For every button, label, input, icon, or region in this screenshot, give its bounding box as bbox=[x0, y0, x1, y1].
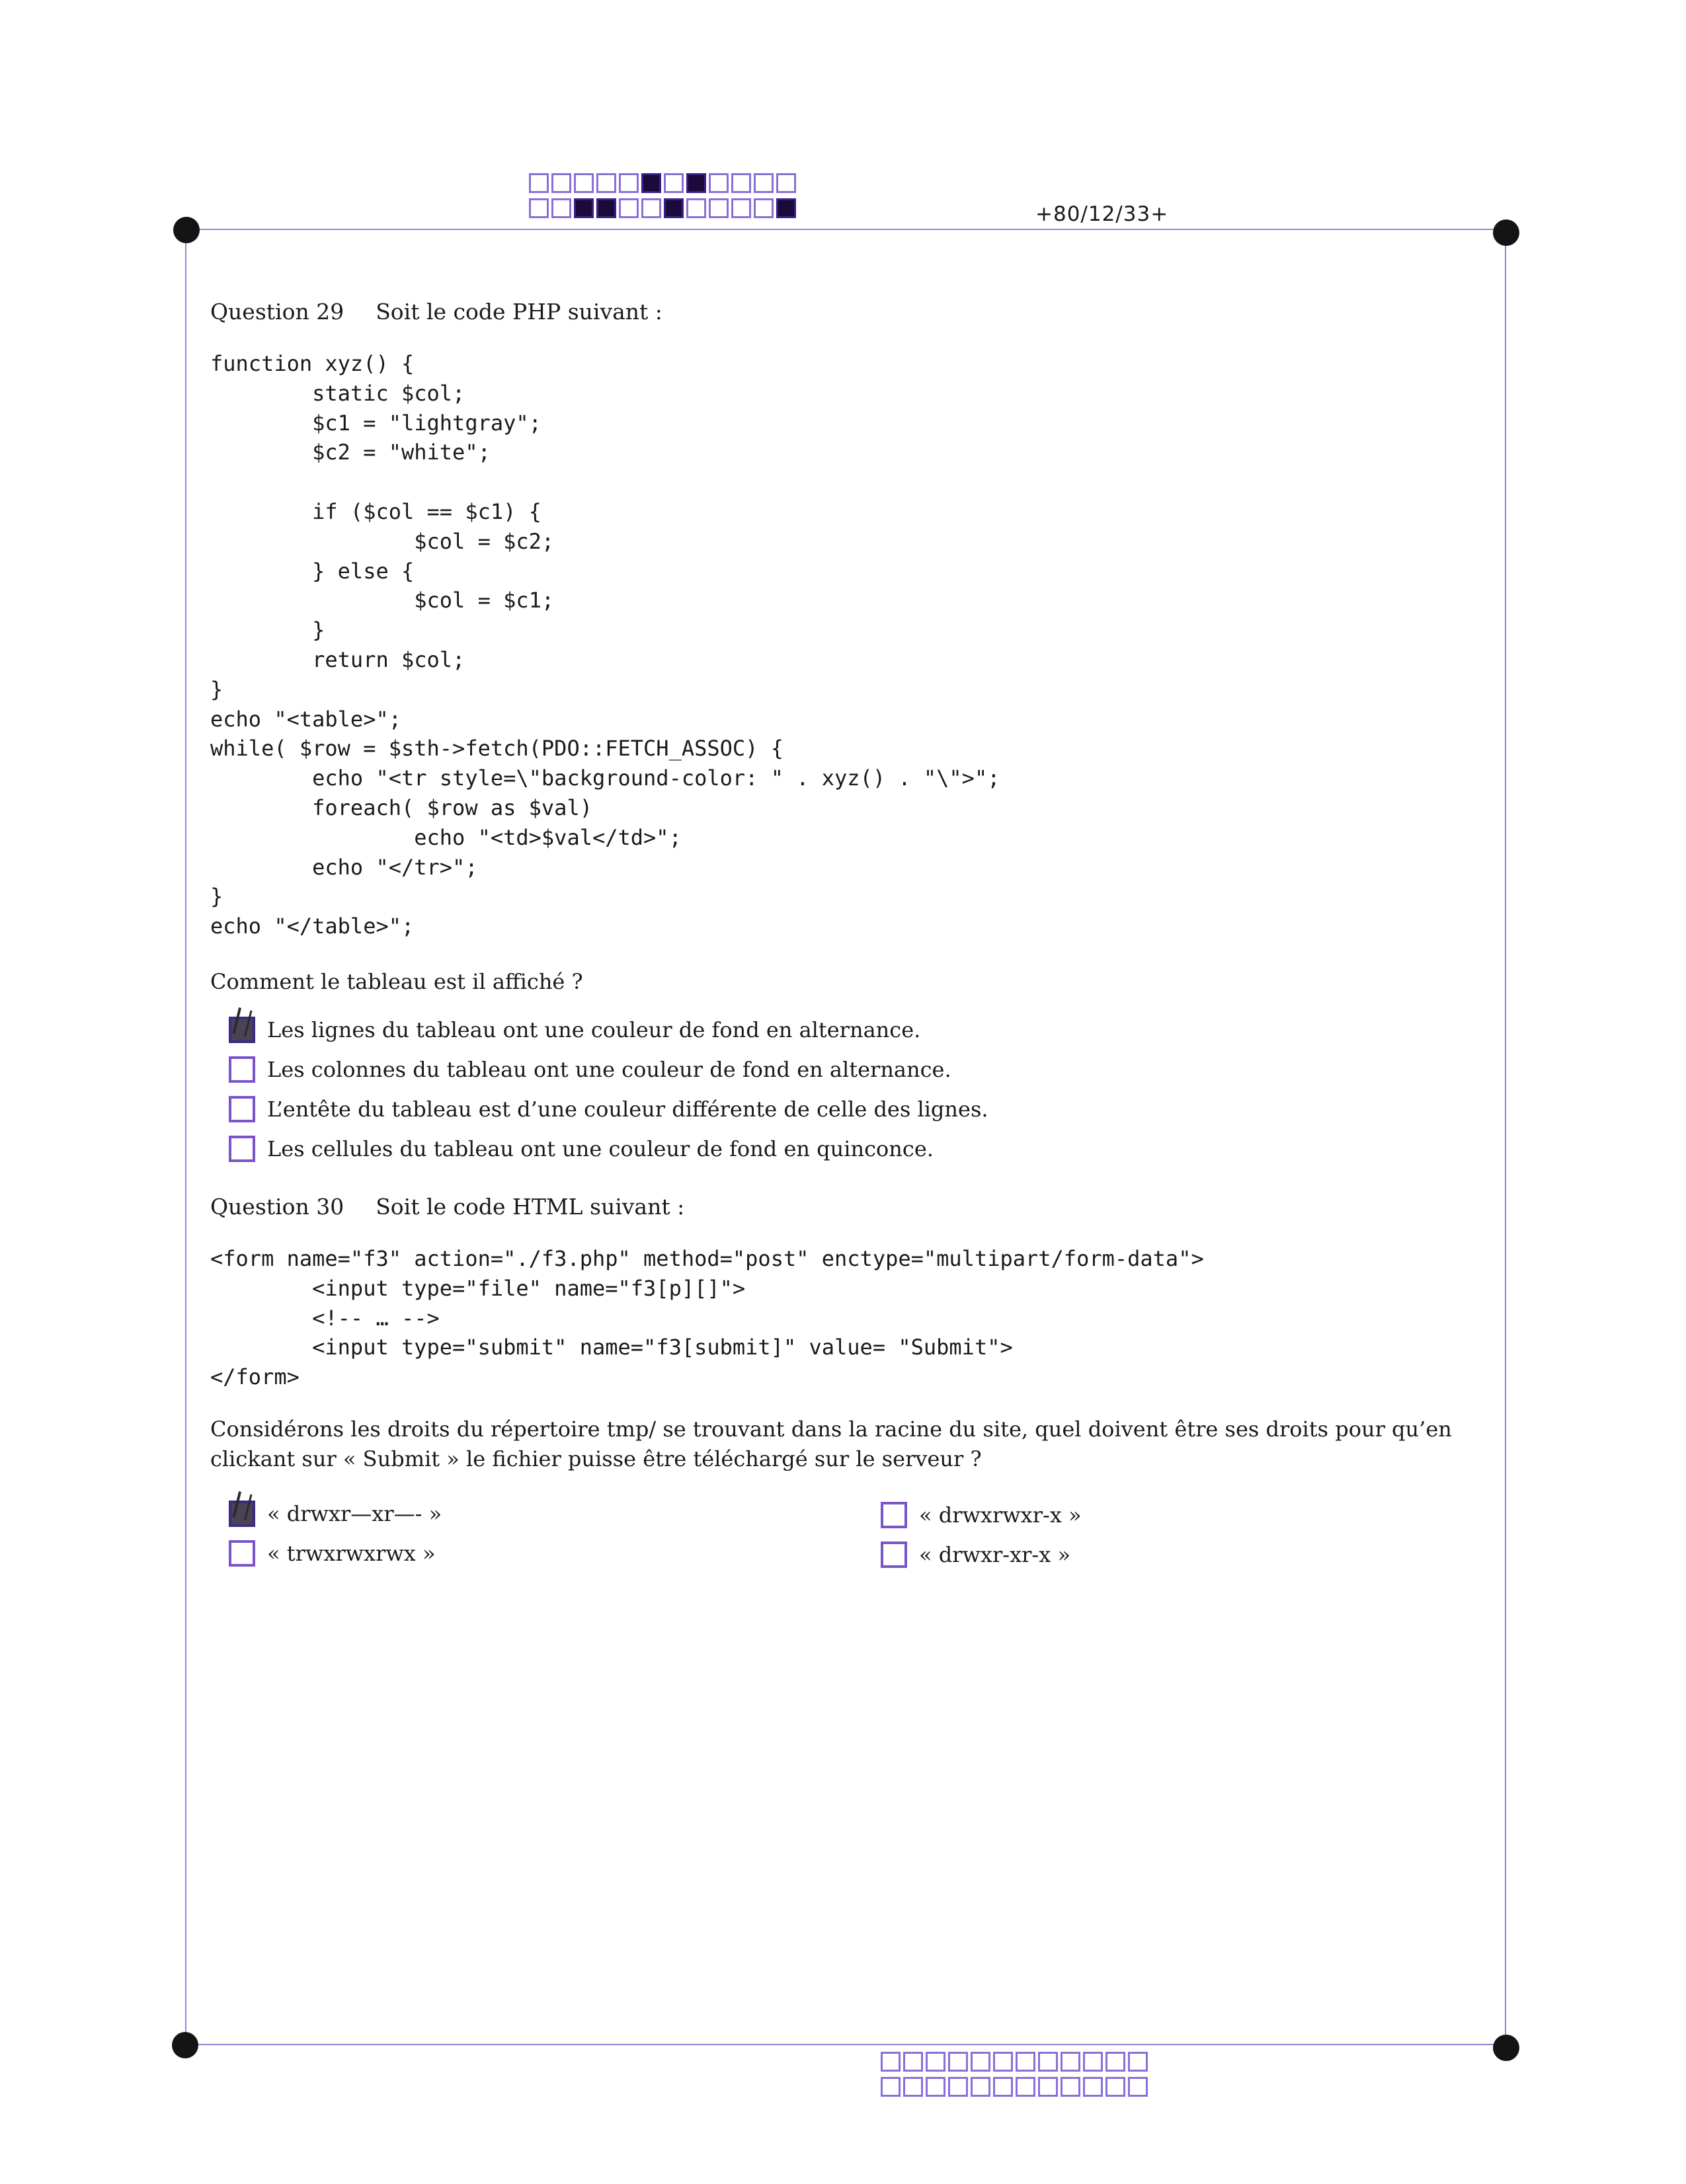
q29-answer-1-checkbox[interactable] bbox=[229, 1017, 255, 1043]
code-cell bbox=[731, 198, 751, 218]
code-cell bbox=[1038, 2077, 1058, 2097]
corner-mark-bottom-right bbox=[1493, 2035, 1519, 2061]
code-row bbox=[529, 198, 796, 218]
corner-mark-top-left bbox=[173, 217, 200, 243]
q29-answer-3[interactable] bbox=[229, 1096, 988, 1122]
question-30-header bbox=[210, 1194, 684, 1220]
question-29-intro: Soit le code PHP suivant : bbox=[376, 299, 662, 325]
code-row bbox=[881, 2077, 1148, 2097]
q30-answer-1[interactable] bbox=[229, 1501, 442, 1527]
q30-answer-4[interactable] bbox=[881, 1541, 1070, 1568]
question-29-code: function xyz() { static $col; $c1 = "lightgray"; $c2 = "white"; if ($col == $c1) { $col = $c2; } else { $col = $c1; } return $col; } echo "<table>"; while( $row = $sth->fetch(PDO::FETCH_ASSOC) { echo "<tr style=\"background-color: " . xyz() . "\">"; foreach( $row as $val) echo "<td>$val</td>"; echo "</tr>"; } echo "</table>"; bbox=[210, 351, 1000, 939]
code-cell bbox=[1061, 2052, 1080, 2072]
code-cell bbox=[903, 2052, 923, 2072]
code-cell bbox=[686, 198, 706, 218]
q30-answer-4-checkbox[interactable] bbox=[881, 1541, 907, 1568]
question-30-number: Question 30 bbox=[210, 1194, 344, 1220]
q29-answer-2-text: Les colonnes du tableau ont une couleur de fond en alternance. bbox=[267, 1057, 951, 1082]
code-cell bbox=[1105, 2077, 1125, 2097]
corner-mark-top-right bbox=[1493, 219, 1519, 246]
code-cell bbox=[993, 2052, 1013, 2072]
question-30-intro: Soit le code HTML suivant : bbox=[376, 1194, 685, 1220]
page-id: +80/12/33+ bbox=[1035, 202, 1169, 226]
question-30-prompt: Considérons les droits du répertoire tmp/ se trouvant dans la racine du site, quel doivent être ses droits pour qu’en clickant sur « Submit » le fichier puisse être téléchargé sur le serveur ? bbox=[210, 1417, 1452, 1471]
code-cell bbox=[948, 2077, 968, 2097]
code-cell bbox=[1083, 2077, 1103, 2097]
bottom-code-boxes bbox=[881, 2052, 1148, 2097]
code-cell bbox=[551, 198, 571, 218]
code-cell bbox=[686, 173, 706, 193]
code-cell bbox=[926, 2077, 945, 2097]
code-cell bbox=[664, 173, 684, 193]
question-29-prompt: Comment le tableau est il affiché ? bbox=[210, 969, 583, 994]
code-cell bbox=[529, 173, 549, 193]
code-cell bbox=[731, 173, 751, 193]
q29-answer-2-checkbox[interactable] bbox=[229, 1056, 255, 1083]
q29-answer-4-text: Les cellules du tableau ont une couleur de fond en quinconce. bbox=[267, 1136, 934, 1161]
question-30-code: <form name="f3" action="./f3.php" method="post" enctype="multipart/form-data"> <input type="file" name="f3[p][]"> <!-- … --> <input type="submit" name="f3[submit]" value= "Submit"> </form> bbox=[210, 1246, 1204, 1390]
q30-answer-3-checkbox[interactable] bbox=[229, 1540, 255, 1567]
q30-answer-2[interactable] bbox=[881, 1502, 1082, 1528]
q29-answer-1-text: Les lignes du tableau ont une couleur de fond en alternance. bbox=[267, 1017, 921, 1042]
code-cell bbox=[926, 2052, 945, 2072]
code-cell bbox=[754, 173, 774, 193]
code-cell bbox=[1016, 2077, 1035, 2097]
code-cell bbox=[551, 173, 571, 193]
q29-answer-2[interactable] bbox=[229, 1056, 951, 1083]
code-cell bbox=[993, 2077, 1013, 2097]
code-cell bbox=[596, 198, 616, 218]
code-cell bbox=[971, 2077, 990, 2097]
code-cell bbox=[619, 173, 639, 193]
code-cell bbox=[776, 173, 796, 193]
code-cell bbox=[948, 2052, 968, 2072]
code-cell bbox=[881, 2052, 901, 2072]
q30-answer-2-checkbox[interactable] bbox=[881, 1502, 907, 1528]
q30-answer-3-text: « trwxrwxrwx » bbox=[267, 1541, 436, 1566]
code-cell bbox=[1061, 2077, 1080, 2097]
code-cell bbox=[971, 2052, 990, 2072]
q29-answer-1[interactable] bbox=[229, 1017, 920, 1043]
code-cell bbox=[596, 173, 616, 193]
code-cell bbox=[574, 198, 594, 218]
q30-answer-2-text: « drwxrwxr-x » bbox=[919, 1502, 1082, 1528]
code-row bbox=[881, 2052, 1148, 2072]
q29-answer-3-checkbox[interactable] bbox=[229, 1096, 255, 1122]
code-cell bbox=[1128, 2052, 1148, 2072]
q30-answer-1-text: « drwxr—xr—- » bbox=[267, 1501, 442, 1526]
code-cell bbox=[641, 198, 661, 218]
code-cell bbox=[641, 173, 661, 193]
code-cell bbox=[1128, 2077, 1148, 2097]
code-cell bbox=[619, 198, 639, 218]
code-cell bbox=[776, 198, 796, 218]
code-cell bbox=[1016, 2052, 1035, 2072]
code-row bbox=[529, 173, 796, 193]
code-cell bbox=[1083, 2052, 1103, 2072]
code-cell bbox=[529, 198, 549, 218]
code-cell bbox=[1105, 2052, 1125, 2072]
code-cell bbox=[574, 173, 594, 193]
q29-answer-4[interactable] bbox=[229, 1136, 934, 1162]
q30-answer-4-text: « drwxr-xr-x » bbox=[919, 1542, 1071, 1567]
code-cell bbox=[664, 198, 684, 218]
corner-mark-bottom-left bbox=[172, 2032, 198, 2058]
question-29-header bbox=[210, 299, 662, 325]
code-cell bbox=[709, 198, 729, 218]
q30-answer-3[interactable] bbox=[229, 1540, 436, 1567]
q30-answer-1-checkbox[interactable] bbox=[229, 1501, 255, 1527]
code-cell bbox=[754, 198, 774, 218]
q29-answer-4-checkbox[interactable] bbox=[229, 1136, 255, 1162]
code-cell bbox=[881, 2077, 901, 2097]
code-cell bbox=[903, 2077, 923, 2097]
code-cell bbox=[709, 173, 729, 193]
top-code-boxes bbox=[529, 173, 796, 218]
question-29-number: Question 29 bbox=[210, 299, 344, 325]
code-cell bbox=[1038, 2052, 1058, 2072]
q29-answer-3-text: L’entête du tableau est d’une couleur différente de celle des lignes. bbox=[267, 1097, 988, 1122]
